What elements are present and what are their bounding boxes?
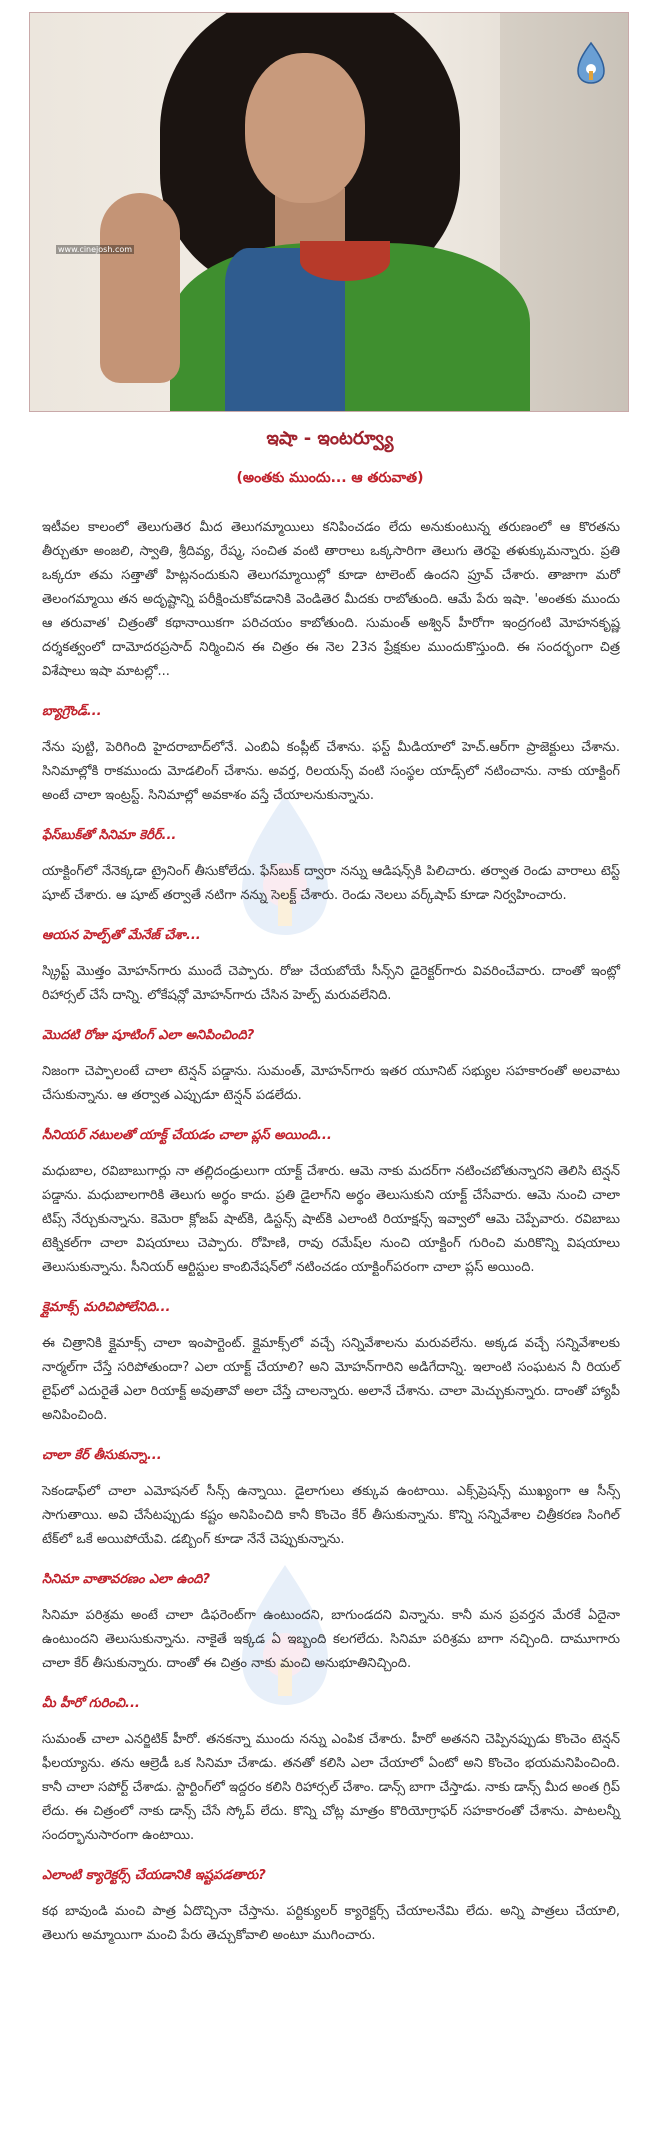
photo-dress-collar [300,241,390,281]
section-paragraph: నిజంగా చెప్పాలంటే చాలా టెన్షన్ పడ్డాను. సుమంత్, మోహన్‌గారు ఇతర యూనిట్ సభ్యుల సహకారంతో అలవాటు చేసుకున్నాను. ఆ తర్వాత ఎప్పుడూ టెన్షన్ పడలేదు. [42,1064,620,1103]
section-heading: సీనియర్ నటులతో యాక్ట్ చేయడం చాలా ప్లస్ అయింది... [42,1128,332,1143]
section-paragraph: కథ బావుండి మంచి పాత్ర ఏదొచ్చినా చేస్తాను. పర్టిక్యులర్ క్యారెక్టర్స్ చేయాలనేమి లేదు. అన్ని పాత్రలు చేయాలి, తెలుగు అమ్మాయిగా మంచి పేరు తెచ్చుకోవాలి అంటూ ముగించారు. [42,1904,620,1943]
section-paragraph: సెకండాఫ్‌లో చాలా ఎమోషనల్ సీన్స్ ఉన్నాయి. డైలాగులు తక్కువ ఉంటాయి. ఎక్స్‌ప్రెషన్స్ ముఖ్యంగా ఆ సీన్స్ సాగుతాయి. అవి చేసేటప్పుడు కష్టం అనిపించిది కానీ కొంచెం కేర్ తీసుకున్నాను. కొన్ని సన్నివేశాల చిత్రీకరణ సింగిల్ టేక్‌లో ఒకే అయిపోయేవి. డబ్బింగ్ కూడా నేనే చెప్పుకున్నాను. [42,1484,620,1547]
section-paragraph: స్క్రిప్ట్ మొత్తం మోహన్‌గారు ముందే చెప్పారు. రోజు చేయబోయే సీన్స్‌ని డైరెక్టర్‌గారు వివరించేవారు. దాంతో ఇంట్లో రిహార్సల్ చేసే దాన్ని. లోకేషన్లో మోహన్‌గారు చేసిన హెల్ప్ మరువలేనిది. [42,964,620,1003]
section-heading: మొదటి రోజు షూటింగ్ ఎలా అనిపించింది? [42,1028,255,1043]
article-body [42,516,620,1948]
cinejosh-logo-icon [576,41,606,85]
photo-face [245,53,365,203]
section-paragraph: సినిమా పరిశ్రమ అంటే చాలా డిఫరెంట్‌గా ఉంటుందని, బాగుండదని విన్నాను. కానీ మన ప్రవర్తన మేరకే ఏదైనా ఉంటుందని తెలుసుకున్నాను. నాకైతే ఇక్కడ ఏ ఇబ్బంది కలగలేదు. సినిమా పరిశ్రమ బాగా నచ్చింది. దామూగారు చాలా కేర్ తీసుకున్నారు. దాంతో ఈ చిత్రం నాకు మంచి అనుభూతినిచ్చింది. [42,1608,620,1671]
section-paragraph: ఈ చిత్రానికి క్లైమాక్స్ చాలా ఇంపార్టెంట్. క్లైమాక్స్‌లో వచ్చే సన్నివేశాలను మరువలేను. అక్కడ వచ్చే సన్నివేశాలకు నార్మల్‌గా చేస్తే సరిపోతుందా? ఎలా యాక్ట్ చేయాలి? అని మోహన్‌గారిని అడిగేదాన్ని. ఇలాంటి సంఘటన నీ రియల్ లైఫ్‌లో ఎదురైతే ఎలా రియాక్ట్ అవుతావో అలా చేస్తే చాలన్నారు. అలానే చేశాను. చాలా మెచ్చుకున్నారు. దాంతో హ్యాపీ అనిపించింది. [42,1336,620,1423]
section-paragraph: మధుబాల, రవిబాబుగార్లు నా తల్లిదండ్రులుగా యాక్ట్ చేశారు. ఆమె నాకు మదర్‌గా నటించబోతున్నారని తెలిసి టెన్షన్ పడ్డాను. మధుబాలగారికి తెలుగు అర్థం కాదు. ప్రతి డైలాగ్‌ని అర్థం తెలుసుకుని యాక్ట్ చేసేవారు. ఆమె నుంచి చాలా టిప్స్ నేర్చుకున్నాను. కెమెరా క్లోజప్ షాట్‌కి, డిస్టన్స్ షాట్‌కి ఎలాంటి రియాక్షన్స్ ఇవ్వాలో ఆమె చెప్పేవారు. రవిబాబు టెక్నికల్‌గా చాలా విషయాలు చెప్పారు. రోహిణి, రావు రమేష్‌ల నుంచి యాక్టింగ్ గురించి మరికొన్ని విషయాలు తెలుసుకున్నాను. సీనియర్ ఆర్టిస్టుల కాంబినేషన్‌లో నటించడం యాక్టింగ్‌పరంగా చాలా ప్లస్ అయింది. [42,1164,620,1275]
section-paragraph: యాక్టింగ్‌లో నేనెక్కడా ట్రైనింగ్ తీసుకోలేదు. ఫేస్‌బుక్ ద్వారా నన్ను ఆడిషన్స్‌కి పిలిచారు. తర్వాత రెండు వారాలు టెస్ట్ షూట్ చేశారు. ఆ షూట్ తర్వాతే నటిగా నన్ను సెలక్ట్ చేశారు. రెండు నెలలు వర్క్‌షాప్ కూడా నిర్వహించారు. [42,864,620,903]
page-subtitle: (అంతకు ముందు... ఆ తరువాత) [236,470,424,486]
photo-hand [100,193,180,383]
section-heading: ఎలాంటి క్యారెక్టర్స్ చేయడానికి ఇష్టపడతారు? [42,1868,266,1883]
photo-watermark: www.cinejosh.com [58,245,133,254]
section-paragraph: నేను పుట్టి, పెరిగింది హైదరాబాద్‌లోనే. ఎంబిఏ కంప్లీట్ చేశాను. ఫస్ట్ మీడియాలో హెచ్.ఆర్‌గా ప్రాజెక్టులు చేశాను. సినిమాల్లోకి రాకముందు మోడలింగ్ చేశాను. అవర్త, రిలయన్స్ వంటి సంస్థల యాడ్స్‌లో నటించాను. నాకు యాక్టింగ్ అంటే చాలా ఇంట్రస్ట్. సినిమాల్లో అవకాశం వస్తే చేయాలనుకున్నాను. [42,740,620,803]
section-heading: క్లైమాక్స్ మరిచిపోలేనిది... [42,1300,171,1315]
section-heading: బ్యాగ్రౌండ్... [42,704,102,719]
section-heading: చాలా కేర్ తీసుకున్నా... [42,1448,162,1463]
section-heading: సినిమా వాతావరణం ఎలా ఉంది? [42,1572,211,1587]
section-heading: మీ హీరో గురించి... [42,1696,140,1711]
page-title: ఇషా - ఇంటర్వ్యూ [266,428,394,449]
section-heading: ఫేస్‌బుక్‌తో సినిమా కెరీర్... [42,828,177,843]
section-paragraph: సుమంత్ చాలా ఎనర్జిటిక్ హీరో. తనకన్నా ముందు నన్ను ఎంపిక చేశారు. హీరో అతనని చెప్పినప్పుడు కొంచెం టెన్షన్ ఫీలయ్యాను. తను ఆల్రెడీ ఒక సినిమా చేశాడు. తనతో కలిసి ఎలా చేయాలో ఏంటో అని కొంచెం భయమనిపించింది. కానీ చాలా సపోర్ట్ చేశాడు. స్టార్టింగ్‌లో ఇద్దరం కలిసి రిహార్సల్ చేశాం. డాన్స్ బాగా చేస్తాడు. నాకు డాన్స్ మీద అంత గ్రిప్ లేదు. ఈ చిత్రంలో నాకు డాన్స్ చేసే స్కోప్ లేదు. కొన్ని చోట్ల మాత్రం కొరియోగ్రాఫర్ సహకారంతో చేశాను. పాటలన్నీ సందర్భానుసారంగా ఉంటాయి. [42,1732,620,1843]
section-heading: ఆయన హెల్ప్‌తో మేనేజ్ చేశా... [42,928,201,943]
intro-paragraph: ఇటీవల కాలంలో తెలుగుతెర మీద తెలుగమ్మాయిలు కనిపించడం లేదు అనుకుంటున్న తరుణంలో ఆ కొరతను తీర్చుతూ అంజలి, స్వాతి, శ్రీదివ్య, రేష్మ, సంచిత వంటి తారాలు ఒక్కసారిగా తెలుగు తెరపై తళుక్కుమన్నారు. ప్రతి ఒక్కరూ తమ సత్తాతో హిట్లనందుకుని తెలుగమ్మాయిల్లో కూడా టాలెంట్ ఉందని ప్రూవ్ చేశారు. తాజాగా మరో తెలంగమ్మాయి తన అదృష్టాన్ని పరీక్షించుకోవడానికి వెండితెర మీదకు రాబోతుంది. ఆమే పేరు ఇషా. 'అంతకు ముందు ఆ తరువాత' చిత్రంతో కథానాయికగా పరిచయం కాబోతుంది. సుమంత్ అశ్విన్ హీరోగా ఇంద్రగంటి మోహనకృష్ణ దర్శకత్వంలో దామోదరప్రసాద్ నిర్మించిన ఈ చిత్రం ఈ నెల 23న ప్రేక్షకుల ముందుకొస్తుంది. ఈ సందర్భంగా చిత్ర విశేషాలు ఇషా మాటల్లో... [42,520,620,679]
hero-photo [29,12,629,412]
